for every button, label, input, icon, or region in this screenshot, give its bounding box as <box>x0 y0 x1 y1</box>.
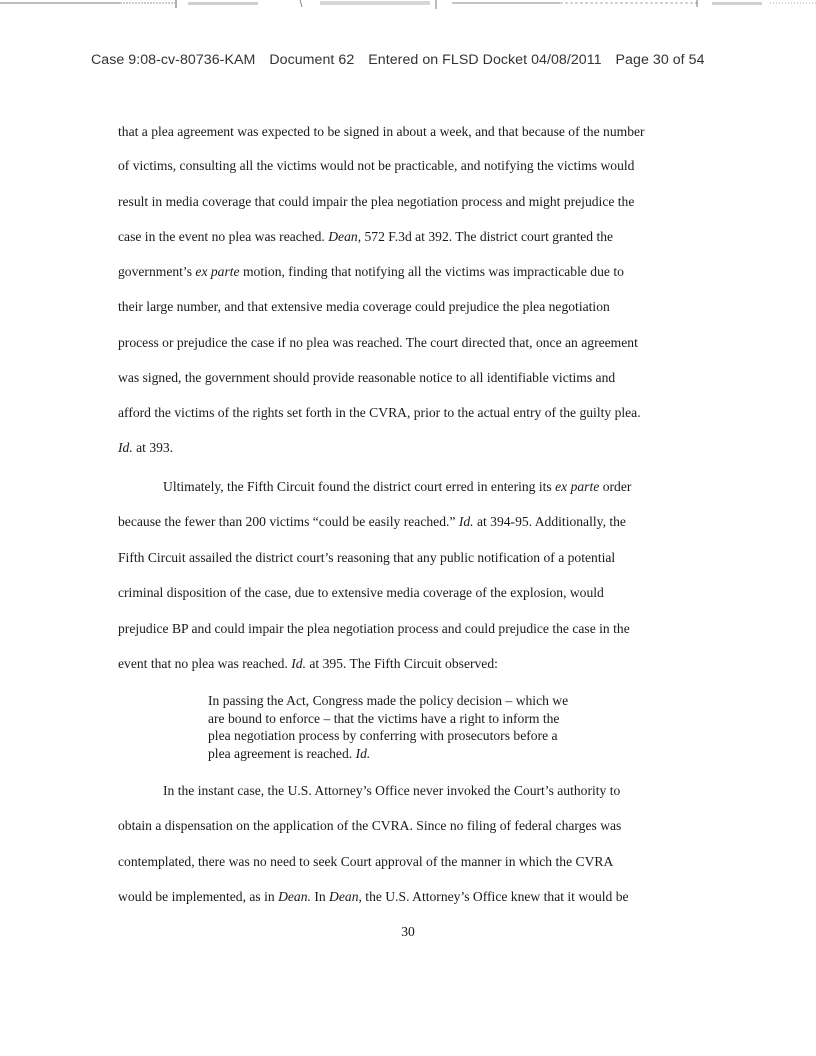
header-document-number: Document 62 <box>269 52 355 68</box>
body-line: In the instant case, the U.S. Attorney’s Office never invoked the Court’s authority to <box>163 783 621 798</box>
body-line: because the fewer than 200 victims “could be easily reached.” Id. at 394-95. Additionally, the <box>118 514 626 529</box>
quote-line: plea agreement is reached. Id. <box>208 745 371 761</box>
latin-term: ex parte <box>195 264 240 279</box>
quote-line: In passing the Act, Congress made the policy decision – which we <box>208 693 569 708</box>
body-line: of victims, consulting all the victims would not be practicable, and notifying the victims would <box>118 158 635 173</box>
body-line: government’s ex parte motion, finding that notifying all the victims was impracticable due to <box>118 264 624 279</box>
scan-artifact-strip <box>0 0 816 14</box>
body-line: criminal disposition of the case, due to extensive media coverage of the explosion, would <box>118 585 604 600</box>
header-entered-date: Entered on FLSD Docket 04/08/2011 <box>368 52 602 68</box>
body-line: Ultimately, the Fifth Circuit found the district court erred in entering its ex parte order <box>163 479 632 494</box>
block-quote <box>208 692 628 762</box>
body-line: that a plea agreement was expected to be signed in about a week, and that because of the number <box>118 124 645 139</box>
body-line: Fifth Circuit assailed the district court’s reasoning that any public notification of a potential <box>118 550 616 565</box>
quote-line: are bound to enforce – that the victims have a right to inform the <box>208 710 560 726</box>
body-line: case in the event no plea was reached. Dean, 572 F.3d at 392. The district court granted the <box>118 229 614 244</box>
quote-line: plea negotiation process by conferring with prosecutors before a <box>208 728 558 744</box>
body-line: result in media coverage that could impair the plea negotiation process and might prejudice the <box>118 194 635 209</box>
citation-id: Id. <box>291 656 306 671</box>
case-citation-dean: Dean. <box>278 889 311 904</box>
citation-id: Id. <box>355 745 371 761</box>
body-line: their large number, and that extensive media coverage could prejudice the plea negotiation <box>118 299 610 314</box>
body-line: Id. at 393. <box>118 440 174 455</box>
body-line: event that no plea was reached. Id. at 395. The Fifth Circuit observed: <box>118 656 498 671</box>
case-citation-dean: Dean <box>329 889 359 904</box>
body-line: obtain a dispensation on the application of the CVRA. Since no filing of federal charges was <box>118 818 622 833</box>
page-number: 30 <box>401 924 415 939</box>
header-page-count: Page 30 of 54 <box>615 52 705 68</box>
body-line: process or prejudice the case if no plea was reached. The court directed that, once an agreement <box>118 335 638 350</box>
body-line: prejudice BP and could impair the plea negotiation process and could prejudice the case in the <box>118 621 630 636</box>
docket-header <box>91 52 751 68</box>
latin-term: ex parte <box>555 479 600 494</box>
citation-id: Id. <box>458 514 474 529</box>
body-line: would be implemented, as in Dean. In Dean, the U.S. Attorney’s Office knew that it would be <box>118 889 629 904</box>
header-case-number: Case 9:08-cv-80736-KAM <box>91 52 256 68</box>
citation-id: Id. <box>118 440 133 455</box>
body-line: afford the victims of the rights set forth in the CVRA, prior to the actual entry of the guilty plea. <box>118 405 641 420</box>
body-line: was signed, the government should provide reasonable notice to all identifiable victims and <box>118 370 616 385</box>
body-line: contemplated, there was no need to seek Court approval of the manner in which the CVRA <box>118 854 614 869</box>
case-citation-dean: Dean <box>328 229 358 244</box>
